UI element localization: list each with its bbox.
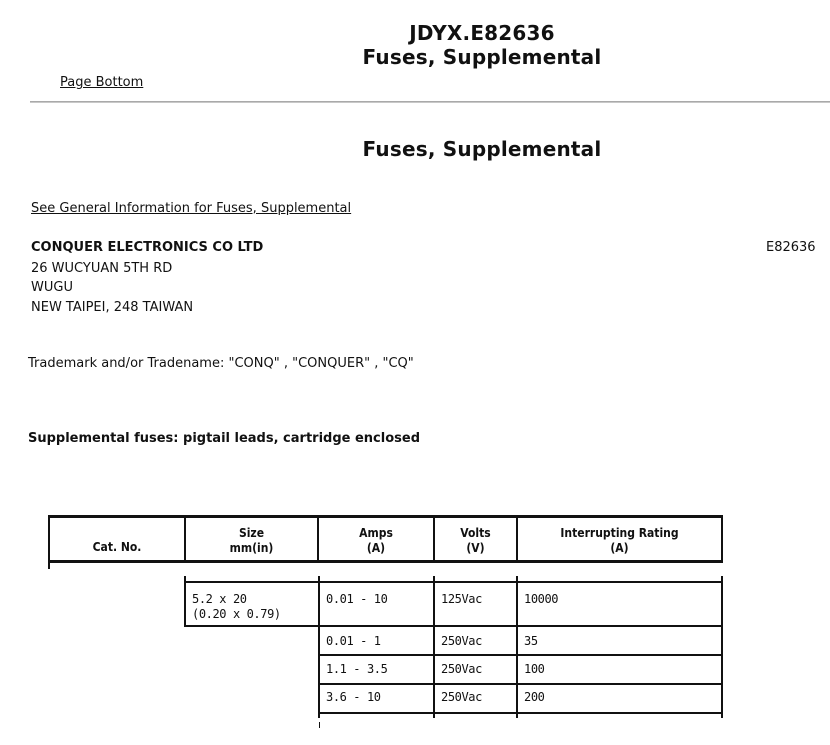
trademark-line: Trademark and/or Tradename: "CONQ" , "CONQUER" , "CQ" [28, 356, 414, 371]
header-amps-unit: (A) [366, 541, 386, 555]
row-rating: 200 [524, 690, 545, 704]
header-size: Size [238, 526, 265, 540]
row-volts: 125Vac [441, 592, 482, 606]
row-amps: 1.1 - 3.5 [326, 662, 388, 676]
section-title: Fuses, Supplemental [362, 137, 602, 161]
header-size-unit: mm(in) [229, 541, 274, 555]
address-line-2: WUGU [31, 280, 73, 295]
file-number: E82636 [766, 240, 816, 255]
row-volts: 250Vac [441, 662, 482, 676]
header-interrupting-rating-unit: (A) [610, 541, 629, 555]
row-amps: 0.01 - 1 [326, 634, 381, 648]
page-bottom-link[interactable]: Page Bottom [60, 75, 144, 90]
general-info-link[interactable]: See General Information for Fuses, Supplemental [31, 201, 352, 216]
row-rating: 100 [524, 662, 545, 676]
address-line-3: NEW TAIPEI, 248 TAIWAN [31, 300, 194, 315]
header-divider [30, 101, 830, 103]
header-amps: Amps [359, 526, 393, 540]
row-amps: 0.01 - 10 [326, 592, 388, 606]
size-imperial: (0.20 x 0.79) [192, 607, 281, 621]
header-cat-no: Cat. No. [92, 540, 142, 554]
row-rating: 35 [524, 634, 538, 648]
header-interrupting-rating: Interrupting Rating [560, 526, 679, 540]
size-metric: 5.2 x 20 [192, 592, 247, 606]
document-subtitle: Fuses, Supplemental [362, 45, 602, 69]
row-volts: 250Vac [441, 634, 482, 648]
row-amps: 3.6 - 10 [326, 690, 381, 704]
row-volts: 250Vac [441, 690, 482, 704]
header-volts-unit: (V) [466, 541, 485, 555]
row-rating: 10000 [524, 592, 559, 606]
document-code: JDYX.E82636 [409, 21, 555, 45]
header-volts: Volts [460, 526, 491, 540]
company-name: CONQUER ELECTRONICS CO LTD [31, 240, 264, 255]
product-heading: Supplemental fuses: pigtail leads, cartridge enclosed [28, 431, 421, 446]
address-line-1: 26 WUCYUAN 5TH RD [31, 261, 173, 276]
